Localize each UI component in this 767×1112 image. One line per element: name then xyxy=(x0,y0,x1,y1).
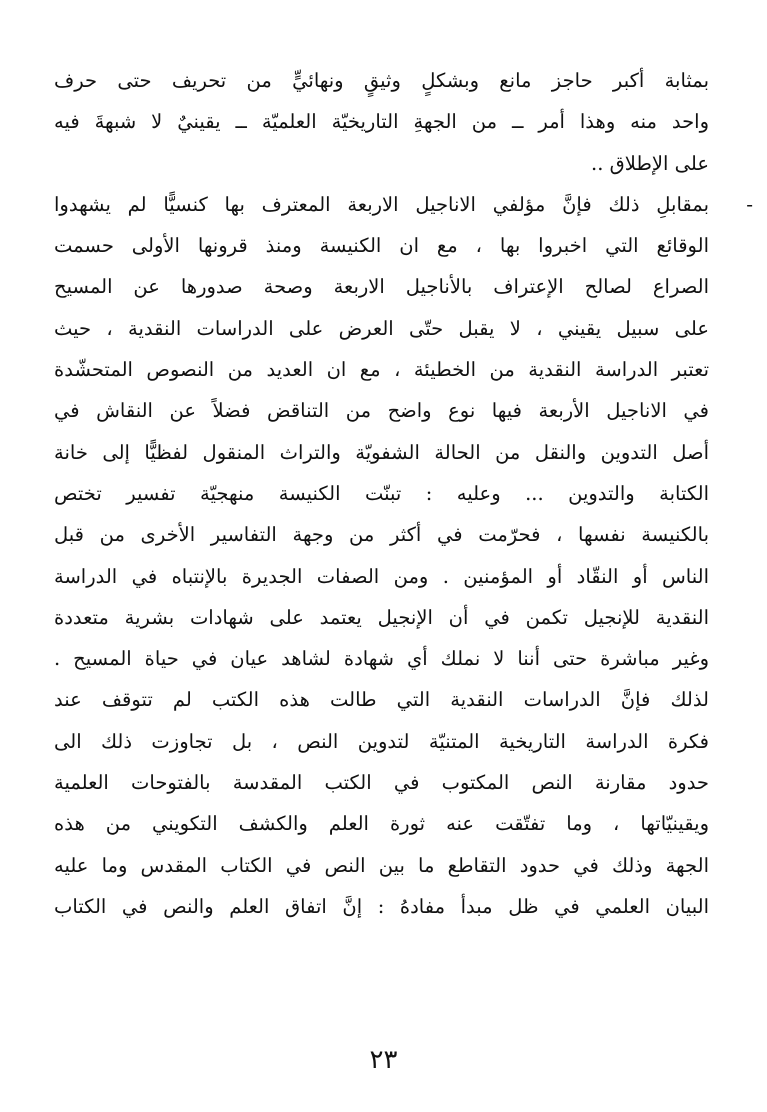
text-line: الوقائع التي اخبروا بها ، مع ان الكنيسة ومنذ قرونها الأولى حسمت xyxy=(54,234,709,258)
text-line: النقدية للإنجيل تكمن في أن الإنجيل يعتمد على شهادات بشرية متعددة xyxy=(54,605,709,629)
text-line: أصل التدوين والنقل من الحالة الشفويّة والتراث المنقول لفظيًّا إلى خانة xyxy=(54,440,709,464)
text-line: بمقابلِ ذلك فإنَّ مؤلفي الاناجيل الاربعة المعترف بها كنسيًّا لم يشهدوا xyxy=(54,192,709,216)
text-line: الجهة وذلك في حدود التقاطع ما بين النص في الكتاب المقدس وما عليه xyxy=(54,853,709,877)
text-line: فكرة الدراسة التاريخية المتنيّة لتدوين النص ، بل تجاوزت ذلك الى xyxy=(54,729,709,753)
text-line: على الإطلاق .. xyxy=(591,151,709,175)
text-line: في الاناجيل الأربعة فيها نوع واضح من التناقض فضلاً عن النقاش في xyxy=(54,399,709,423)
bullet-paragraph xyxy=(54,184,753,927)
text-line: الصراع لصالح الإعتراف بالأناجيل الاربعة وصحة صدورها عن المسيح xyxy=(54,275,709,299)
bullet-dash: - xyxy=(746,191,753,216)
text-line: الكتابة والتدوين ... وعليه : تبنّت الكنيسة منهجيّة تفسير تختص xyxy=(54,481,709,505)
text-line: ويقينيّاتها ، وما تفتّقت عنه ثورة العلم والكشف التكويني من هذه xyxy=(54,812,709,836)
text-line: الناس أو النقّاد أو المؤمنين . ومن الصفات الجديرة بالإنتباه في الدراسة xyxy=(54,564,709,588)
text-line: بالكنيسة نفسها ، فحرّمت في أكثر من وجهة التفاسير الأخرى من قبل xyxy=(54,523,709,547)
text-line: واحد منه وهذا أمر ــ من الجهةِ التاريخيّة العلميّة ــ يقينيٌ لا شبهةَ فيه xyxy=(54,110,709,134)
body-text xyxy=(54,60,753,927)
text-line: حدود مقارنة النص المكتوب في الكتب المقدسة بالفتوحات العلمية xyxy=(54,771,709,795)
paragraph-continuation xyxy=(54,60,709,184)
text-line: بمثابة أكبر حاجز مانع وبشكلٍ وثيقٍ ونهائيٍّ من تحريف حتى حرف xyxy=(54,69,709,92)
text-line: تعتبر الدراسة النقدية من الخطيئة ، مع ان العديد من النصوص المتحشّدة xyxy=(54,358,709,382)
text-line: على سبيل يقيني ، لا يقبل حتّى العرض على الدراسات النقدية ، حيث xyxy=(54,316,709,340)
text-line: وغير مباشرة حتى أننا لا نملك أي شهادة لشاهد عيان في حياة المسيح . xyxy=(54,647,709,671)
text-line: لذلك فإنَّ الدراسات النقدية التي طالت هذه الكتب لم تتوقف عند xyxy=(54,688,709,712)
text-line: البيان العلمي في ظل مبدأ مفادهُ : إنَّ اتفاق العلم والنص في الكتاب xyxy=(54,894,709,918)
page-number: ٢٣ xyxy=(369,1045,398,1075)
